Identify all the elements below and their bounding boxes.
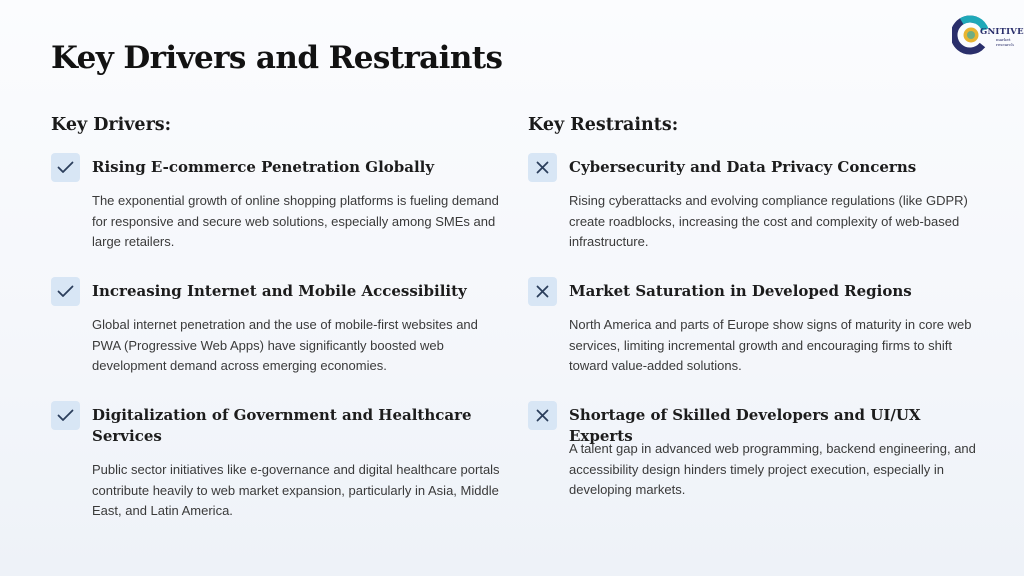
logo-text: GNITIVE — [980, 27, 1024, 37]
check-icon — [51, 401, 80, 430]
driver-title: Digitalization of Government and Healthcare Services — [92, 406, 472, 445]
logo-subtext: market research — [996, 37, 1014, 47]
x-icon — [528, 277, 557, 306]
driver-title: Increasing Internet and Mobile Accessibility — [92, 282, 467, 300]
drivers-heading: Key Drivers: — [51, 115, 172, 135]
restraint-body: North America and parts of Europe show signs of maturity in core web services, limiting incremental growth and encouraging firms to shift toward value-added solutions. — [569, 317, 972, 374]
restraint-title: Market Saturation in Developed Regions — [569, 282, 912, 300]
restraint-title: Shortage of Skilled Developers and UI/UX Experts — [569, 406, 921, 445]
driver-body: Global internet penetration and the use of mobile-first websites and PWA (Progressive Web Apps) have significantly boosted web development demand across emerging economies. — [92, 317, 478, 374]
brand-logo — [952, 14, 1024, 56]
x-icon — [528, 153, 557, 182]
restraint-title: Cybersecurity and Data Privacy Concerns — [569, 158, 917, 176]
restraint-body: A talent gap in advanced web programming, backend engineering, and accessibility design hinders timely project execution, especially in developing markets. — [569, 441, 976, 498]
driver-body: The exponential growth of online shopping platforms is fueling demand for responsive and secure web solutions, especially among SMEs and large retailers. — [92, 193, 499, 250]
check-icon — [51, 277, 80, 306]
driver-title: Rising E-commerce Penetration Globally — [92, 158, 435, 176]
page-title: Key Drivers and Restraints — [51, 40, 503, 76]
driver-body: Public sector initiatives like e-governance and digital healthcare portals contribute heavily to web market expansion, particularly in Asia, Middle East, and Latin America. — [92, 462, 500, 519]
x-icon — [528, 401, 557, 430]
restraint-body: Rising cyberattacks and evolving compliance regulations (like GDPR) create roadblocks, increasing the cost and complexity of web-based infrastructure. — [569, 193, 968, 250]
check-icon — [51, 153, 80, 182]
restraints-heading: Key Restraints: — [528, 115, 679, 135]
